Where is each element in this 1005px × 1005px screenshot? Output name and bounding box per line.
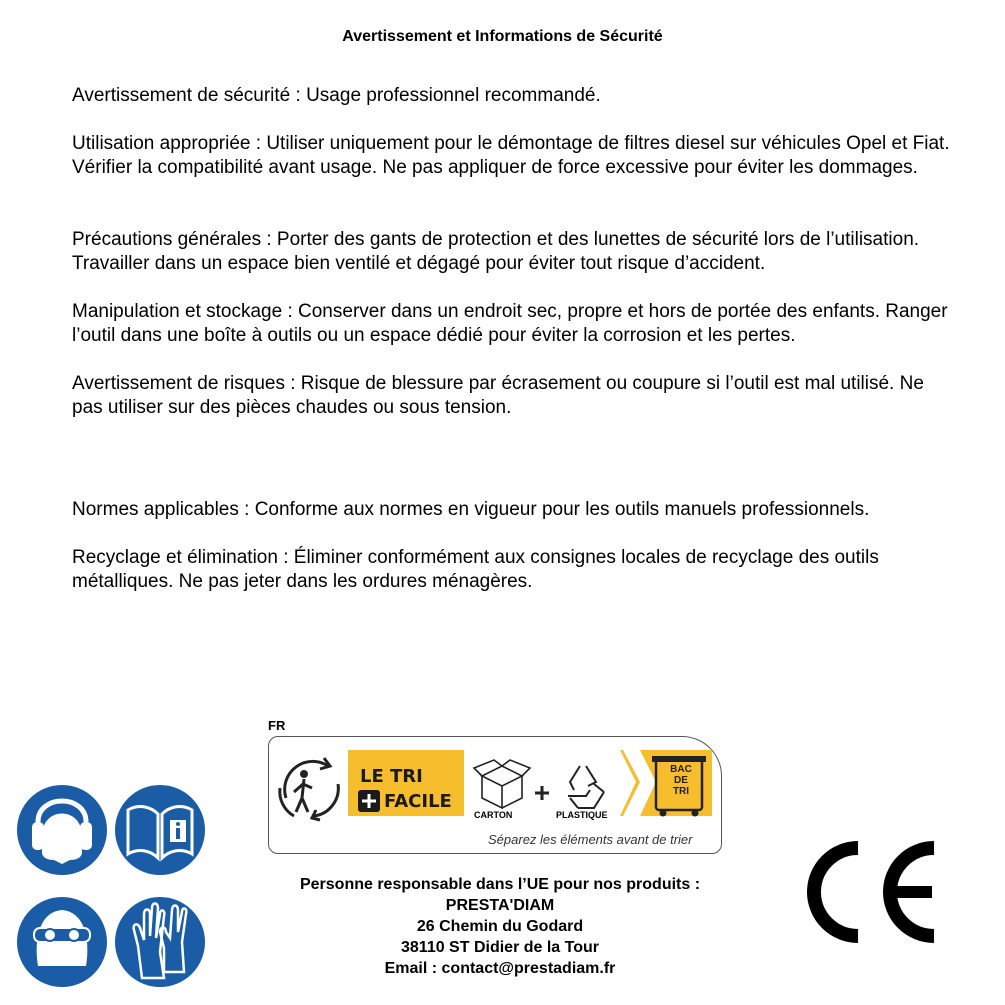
responsible-heading: Personne responsable dans l’UE pour nos produits : [299,876,701,893]
carton-label: CARTON [474,810,513,820]
recycling-paragraph: Recyclage et élimination : Éliminer conformément aux consignes locales de recyclage des outils métalliques. Ne pas jeter dans les ordures ménagères. [72,547,879,592]
ce-mark-icon [796,840,940,944]
bac-de-tri-label: BAC DE TRI [670,764,692,797]
address-city: 38110 ST Didier de la Tour [401,939,599,956]
safety-pictograms [14,782,210,992]
gloves-icon [114,896,206,988]
safety-warning-paragraph: Avertissement de sécurité : Usage professionnel recommandé. [72,85,601,106]
eu-responsible-person [250,874,750,979]
contact-email: Email : contact@prestadiam.fr [384,960,616,977]
eye-protection-icon [16,896,108,988]
appropriate-use-paragraph: Utilisation appropriée : Utiliser uniquement pour le démontage de filtres diesel sur véhicules Opel et Fiat. Vérifier la compatibilité avant usage. Ne pas appliquer de force excessive pour éviter les dommages. [72,133,950,178]
company-name: PRESTA'DIAM [445,897,555,914]
plastique-label: PLASTIQUE [556,810,608,820]
read-manual-icon [114,784,206,876]
general-precautions-paragraph: Précautions générales : Porter des gants de protection et des lunettes de sécurité lors de l’utilisation. Travailler dans un espace bien ventilé et dégagé pour éviter tout risque d’accident. [72,229,920,274]
risk-warning-paragraph: Avertissement de risques : Risque de blessure par écrasement ou coupure si l’outil est mal utilisé. Ne pas utiliser sur des pièces chaudes ou sous tension. [72,373,924,418]
address-street: 26 Chemin du Godard [416,918,584,935]
separate-instructions: Séparez les éléments avant de trier [488,832,693,847]
handling-storage-paragraph: Manipulation et stockage : Conserver dans un endroit sec, propre et hors de portée des enfants. Ranger l’outil dans une boîte à outils ou un espace dédié pour éviter la corrosion et les pertes. [72,301,948,346]
page-title: Avertissement et Informations de Sécurité [342,28,663,45]
standards-paragraph: Normes applicables : Conforme aux normes en vigueur pour les outils manuels professionnels. [72,499,870,520]
facile-text: FACILE [384,791,452,812]
triman-recycling-logo [268,718,724,858]
le-tri-text: LE TRI [360,766,423,787]
ear-protection-icon [16,784,108,876]
country-code: FR [268,718,286,733]
